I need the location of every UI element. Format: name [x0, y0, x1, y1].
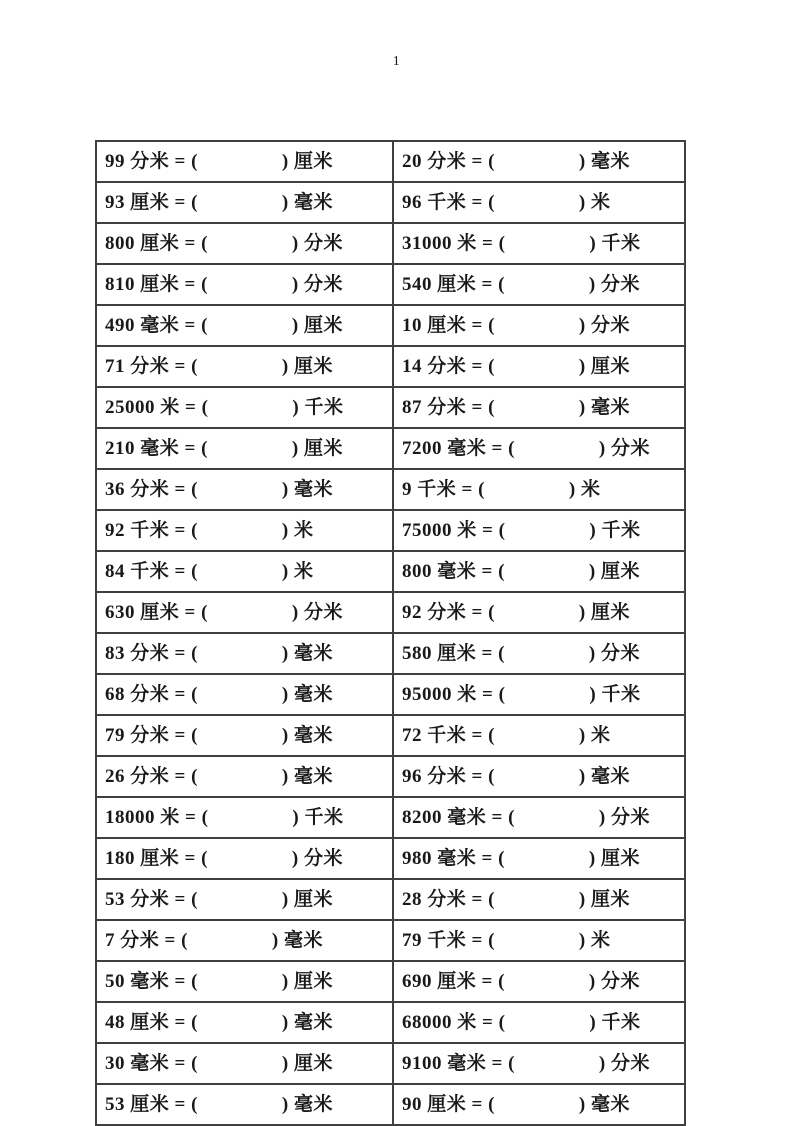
problem-cell-right [393, 797, 685, 838]
problem-target-unit: ) 分米 [598, 437, 650, 459]
problem-question-text: 630 厘米 = ( [105, 601, 208, 623]
problem-question-text: 92 千米 = ( [105, 519, 198, 541]
problem-cell-left [96, 920, 393, 961]
problem-question-text: 580 厘米 = ( [402, 642, 505, 664]
problem-cell-left [96, 387, 393, 428]
problem-question-text: 9 千米 = ( [402, 478, 485, 500]
answer-blank [495, 371, 579, 372]
problem-target-unit: ) 分米 [588, 273, 640, 295]
answer-blank [198, 986, 282, 987]
problem-question-text: 36 分米 = ( [105, 478, 198, 500]
problem-target-unit: ) 厘米 [291, 314, 343, 336]
answer-blank [495, 412, 579, 413]
problem-question-text: 9100 毫米 = ( [402, 1052, 515, 1074]
problem-cell-right [393, 223, 685, 264]
problem-cell-right [393, 1043, 685, 1084]
problem-cell-left [96, 674, 393, 715]
problem-question-text: 210 毫米 = ( [105, 437, 208, 459]
problem-question-text: 31000 米 = ( [402, 232, 506, 254]
problem-target-unit: ) 毫米 [281, 724, 333, 746]
problem-question-text: 79 千米 = ( [402, 929, 495, 951]
answer-blank [505, 289, 589, 290]
conversion-worksheet-table [95, 140, 686, 1126]
problem-cell-left [96, 715, 393, 756]
answer-blank [208, 330, 292, 331]
problem-cell-left [96, 1043, 393, 1084]
answer-blank [495, 781, 579, 782]
problem-question-text: 28 分米 = ( [402, 888, 495, 910]
worksheet-row [96, 592, 685, 633]
problem-cell-left [96, 838, 393, 879]
problem-cell-right [393, 346, 685, 387]
problem-question-text: 87 分米 = ( [402, 396, 495, 418]
problem-cell-left [96, 469, 393, 510]
answer-blank [208, 412, 292, 413]
problem-question-text: 99 分米 = ( [105, 150, 198, 172]
worksheet-row [96, 346, 685, 387]
problem-cell-left [96, 961, 393, 1002]
page-number: 1 [392, 54, 401, 69]
answer-blank [495, 166, 579, 167]
worksheet-row [96, 223, 685, 264]
problem-question-text: 490 毫米 = ( [105, 314, 208, 336]
problem-cell-left [96, 551, 393, 592]
problem-cell-right [393, 469, 685, 510]
answer-blank [505, 658, 589, 659]
answer-blank [505, 535, 589, 536]
problem-cell-left [96, 305, 393, 346]
problem-question-text: 92 分米 = ( [402, 601, 495, 623]
worksheet-row [96, 305, 685, 346]
problem-cell-right [393, 838, 685, 879]
answer-blank [198, 1027, 282, 1028]
problem-target-unit: ) 毫米 [578, 1093, 630, 1115]
problem-target-unit: ) 分米 [598, 1052, 650, 1074]
problem-cell-left [96, 346, 393, 387]
problem-target-unit: ) 分米 [291, 273, 343, 295]
problem-cell-right [393, 920, 685, 961]
answer-blank [208, 248, 292, 249]
worksheet-row [96, 428, 685, 469]
problem-target-unit: ) 厘米 [588, 560, 640, 582]
problem-target-unit: ) 厘米 [578, 888, 630, 910]
answer-blank [505, 248, 589, 249]
problem-question-text: 540 厘米 = ( [402, 273, 505, 295]
answer-blank [188, 945, 272, 946]
worksheet-row [96, 551, 685, 592]
problem-question-text: 93 厘米 = ( [105, 191, 198, 213]
problem-question-text: 72 千米 = ( [402, 724, 495, 746]
problem-target-unit: ) 分米 [598, 806, 650, 828]
worksheet-row [96, 674, 685, 715]
problem-question-text: 8200 毫米 = ( [402, 806, 515, 828]
answer-blank [495, 330, 579, 331]
worksheet-row [96, 510, 685, 551]
problem-question-text: 30 毫米 = ( [105, 1052, 198, 1074]
answer-blank [495, 1109, 579, 1110]
answer-blank [505, 576, 589, 577]
worksheet-row [96, 1084, 685, 1125]
problem-question-text: 96 千米 = ( [402, 191, 495, 213]
answer-blank [198, 1068, 282, 1069]
problem-cell-right [393, 715, 685, 756]
problem-cell-right [393, 428, 685, 469]
answer-blank [198, 494, 282, 495]
problem-question-text: 18000 米 = ( [105, 806, 209, 828]
problem-target-unit: ) 米 [281, 519, 314, 541]
worksheet-row [96, 141, 685, 182]
problem-cell-right [393, 510, 685, 551]
problem-cell-right [393, 879, 685, 920]
worksheet-row [96, 838, 685, 879]
problem-target-unit: ) 毫米 [281, 765, 333, 787]
problem-cell-right [393, 141, 685, 182]
problem-cell-right [393, 182, 685, 223]
problem-target-unit: ) 厘米 [588, 847, 640, 869]
problem-cell-left [96, 756, 393, 797]
problem-target-unit: ) 毫米 [281, 478, 333, 500]
problem-question-text: 26 分米 = ( [105, 765, 198, 787]
problem-question-text: 25000 米 = ( [105, 396, 209, 418]
problem-cell-left [96, 182, 393, 223]
answer-blank [198, 371, 282, 372]
problem-target-unit: ) 分米 [291, 601, 343, 623]
problem-target-unit: ) 厘米 [578, 601, 630, 623]
answer-blank [495, 617, 579, 618]
problem-target-unit: ) 分米 [291, 232, 343, 254]
problem-question-text: 96 分米 = ( [402, 765, 495, 787]
worksheet-row [96, 182, 685, 223]
problem-question-text: 71 分米 = ( [105, 355, 198, 377]
problem-cell-right [393, 592, 685, 633]
problem-target-unit: ) 千米 [589, 519, 641, 541]
answer-blank [208, 863, 292, 864]
problem-cell-left [96, 633, 393, 674]
problem-question-text: 53 厘米 = ( [105, 1093, 198, 1115]
worksheet-row [96, 387, 685, 428]
problem-target-unit: ) 厘米 [291, 437, 343, 459]
answer-blank [198, 740, 282, 741]
problem-target-unit: ) 米 [578, 929, 611, 951]
problem-target-unit: ) 毫米 [578, 765, 630, 787]
answer-blank [208, 289, 292, 290]
worksheet-row [96, 879, 685, 920]
problem-question-text: 20 分米 = ( [402, 150, 495, 172]
answer-blank [495, 945, 579, 946]
worksheet-row [96, 469, 685, 510]
problem-target-unit: ) 厘米 [578, 355, 630, 377]
problem-cell-left [96, 592, 393, 633]
problem-question-text: 10 厘米 = ( [402, 314, 495, 336]
problem-question-text: 810 厘米 = ( [105, 273, 208, 295]
problem-question-text: 690 厘米 = ( [402, 970, 505, 992]
problem-target-unit: ) 毫米 [281, 1011, 333, 1033]
problem-target-unit: ) 毫米 [578, 150, 630, 172]
problem-question-text: 180 厘米 = ( [105, 847, 208, 869]
problem-question-text: 95000 米 = ( [402, 683, 506, 705]
problem-cell-right [393, 674, 685, 715]
problem-target-unit: ) 千米 [589, 683, 641, 705]
answer-blank [198, 576, 282, 577]
problem-cell-left [96, 879, 393, 920]
problem-question-text: 800 厘米 = ( [105, 232, 208, 254]
problem-question-text: 68 分米 = ( [105, 683, 198, 705]
worksheet-row [96, 797, 685, 838]
answer-blank [515, 453, 599, 454]
problem-cell-right [393, 756, 685, 797]
answer-blank [515, 822, 599, 823]
worksheet-row [96, 961, 685, 1002]
answer-blank [495, 207, 579, 208]
answer-blank [198, 166, 282, 167]
answer-blank [198, 699, 282, 700]
problem-target-unit: ) 米 [281, 560, 314, 582]
problem-target-unit: ) 毫米 [281, 683, 333, 705]
problem-question-text: 79 分米 = ( [105, 724, 198, 746]
problem-cell-right [393, 1084, 685, 1125]
problem-target-unit: ) 分米 [588, 642, 640, 664]
problem-question-text: 50 毫米 = ( [105, 970, 198, 992]
problem-target-unit: ) 分米 [588, 970, 640, 992]
problem-cell-right [393, 633, 685, 674]
problem-question-text: 7200 毫米 = ( [402, 437, 515, 459]
problem-question-text: 68000 米 = ( [402, 1011, 506, 1033]
problem-question-text: 83 分米 = ( [105, 642, 198, 664]
answer-blank [515, 1068, 599, 1069]
problem-cell-right [393, 305, 685, 346]
answer-blank [495, 740, 579, 741]
worksheet-row [96, 633, 685, 674]
problem-target-unit: ) 毫米 [281, 1093, 333, 1115]
problem-question-text: 75000 米 = ( [402, 519, 506, 541]
answer-blank [198, 207, 282, 208]
problem-cell-right [393, 1002, 685, 1043]
worksheet-row [96, 1002, 685, 1043]
answer-blank [198, 535, 282, 536]
problem-target-unit: ) 千米 [589, 1011, 641, 1033]
problem-target-unit: ) 厘米 [281, 150, 333, 172]
problem-cell-left [96, 264, 393, 305]
answer-blank [505, 986, 589, 987]
problem-question-text: 84 千米 = ( [105, 560, 198, 582]
problem-cell-left [96, 1002, 393, 1043]
problem-cell-right [393, 551, 685, 592]
problem-target-unit: ) 厘米 [281, 970, 333, 992]
problem-question-text: 48 厘米 = ( [105, 1011, 198, 1033]
problem-question-text: 980 毫米 = ( [402, 847, 505, 869]
problem-target-unit: ) 分米 [578, 314, 630, 336]
problem-target-unit: ) 毫米 [281, 191, 333, 213]
answer-blank [485, 494, 569, 495]
answer-blank [495, 904, 579, 905]
worksheet-row [96, 715, 685, 756]
problem-question-text: 90 厘米 = ( [402, 1093, 495, 1115]
problem-cell-left [96, 428, 393, 469]
worksheet-row [96, 1043, 685, 1084]
problem-target-unit: ) 千米 [292, 396, 344, 418]
problem-cell-left [96, 797, 393, 838]
worksheet-row [96, 920, 685, 961]
problem-target-unit: ) 毫米 [578, 396, 630, 418]
problem-target-unit: ) 毫米 [271, 929, 323, 951]
answer-blank [208, 822, 292, 823]
worksheet-row [96, 264, 685, 305]
problem-target-unit: ) 米 [578, 191, 611, 213]
problem-target-unit: ) 厘米 [281, 1052, 333, 1074]
problem-target-unit: ) 米 [568, 478, 601, 500]
answer-blank [198, 1109, 282, 1110]
problem-cell-right [393, 387, 685, 428]
problem-cell-left [96, 141, 393, 182]
problem-target-unit: ) 千米 [292, 806, 344, 828]
problem-target-unit: ) 分米 [291, 847, 343, 869]
problem-cell-right [393, 961, 685, 1002]
problem-cell-left [96, 223, 393, 264]
answer-blank [505, 1027, 589, 1028]
problem-question-text: 7 分米 = ( [105, 929, 188, 951]
answer-blank [198, 781, 282, 782]
answer-blank [208, 453, 292, 454]
problem-target-unit: ) 厘米 [281, 888, 333, 910]
answer-blank [198, 904, 282, 905]
answer-blank [208, 617, 292, 618]
problem-question-text: 14 分米 = ( [402, 355, 495, 377]
answer-blank [505, 863, 589, 864]
problem-cell-left [96, 510, 393, 551]
problem-cell-right [393, 264, 685, 305]
answer-blank [505, 699, 589, 700]
problem-target-unit: ) 厘米 [281, 355, 333, 377]
problem-cell-left [96, 1084, 393, 1125]
worksheet-row [96, 756, 685, 797]
problem-question-text: 800 毫米 = ( [402, 560, 505, 582]
problem-target-unit: ) 毫米 [281, 642, 333, 664]
problem-question-text: 53 分米 = ( [105, 888, 198, 910]
problem-target-unit: ) 千米 [589, 232, 641, 254]
answer-blank [198, 658, 282, 659]
problem-target-unit: ) 米 [578, 724, 611, 746]
